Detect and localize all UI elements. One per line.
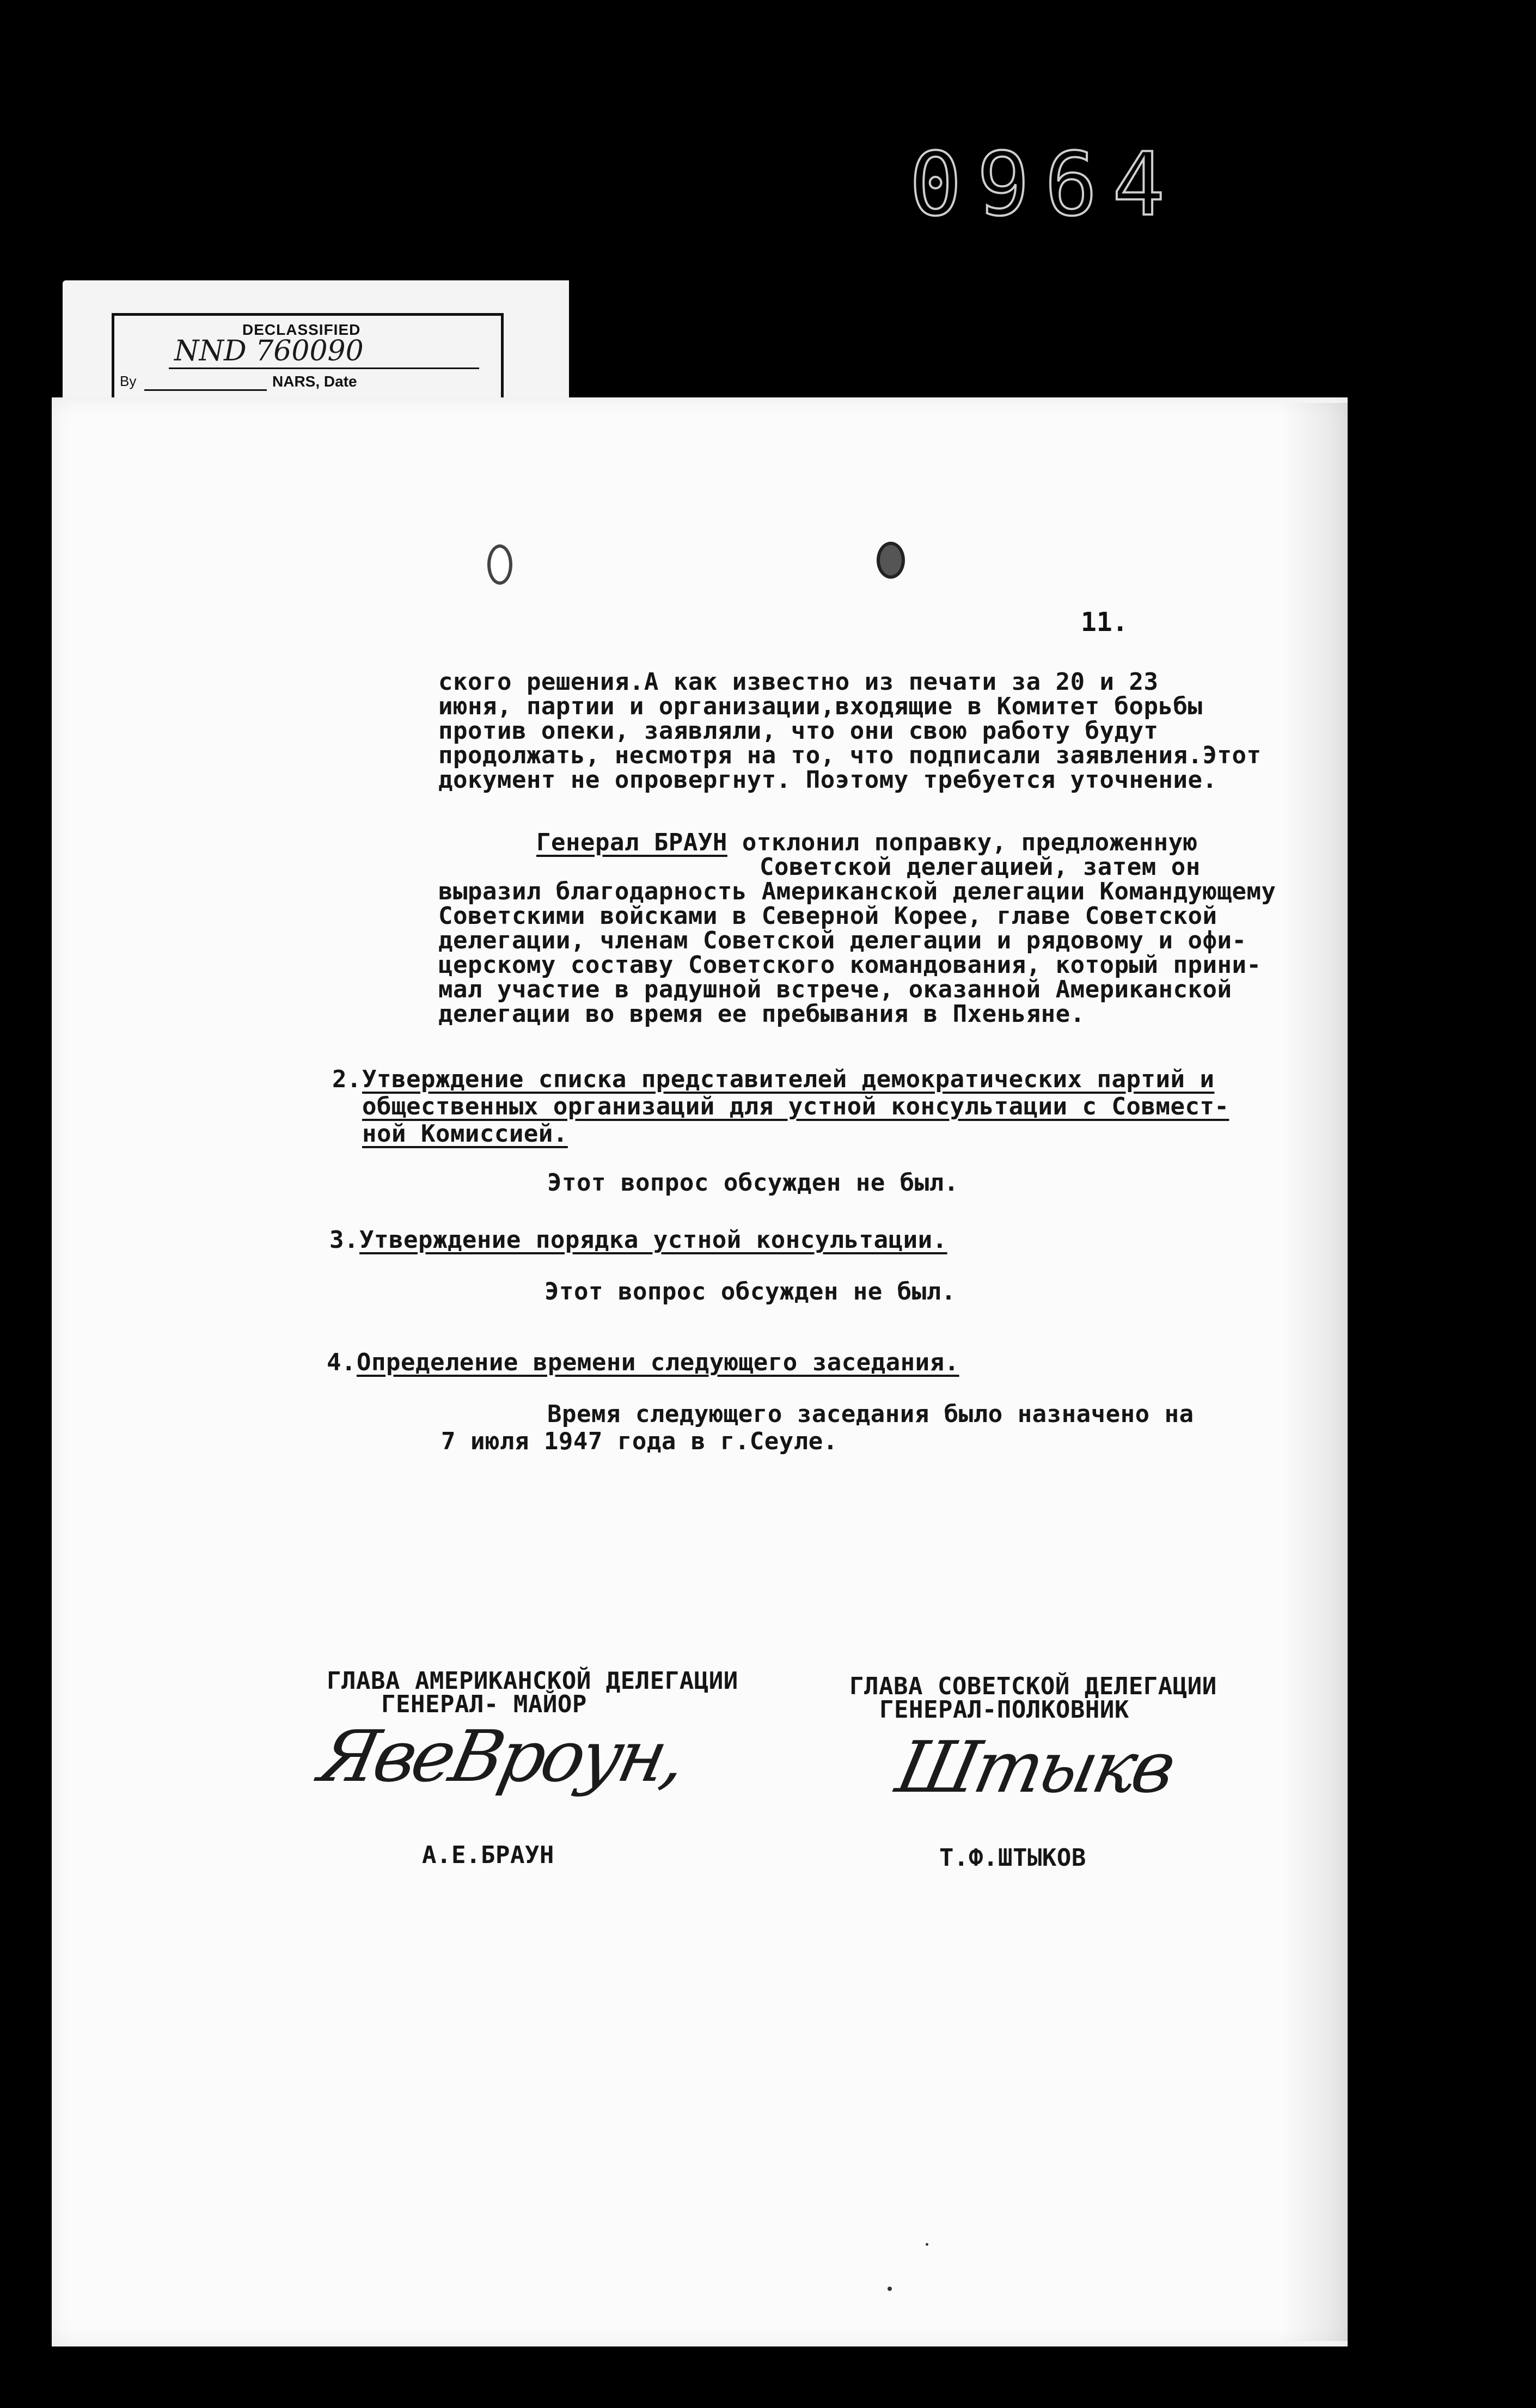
item-number: 3. xyxy=(329,1226,359,1254)
item-result: Этот вопрос обсужден не был. xyxy=(544,1278,956,1306)
signature-name: Т.Ф.ШТЫКОВ xyxy=(939,1844,1086,1872)
paragraph-2-first-line xyxy=(536,830,1198,855)
item-number: 4. xyxy=(327,1349,356,1376)
item-result-line: 7 июля 1947 года в г.Сеуле. xyxy=(441,1427,838,1455)
signature-rank: ГЕНЕРАЛ-ПОЛКОВНИК xyxy=(879,1696,1129,1724)
declassified-by-label: By xyxy=(120,373,137,389)
speck xyxy=(888,2287,892,2291)
item-result-line: Время следующего заседания было назначено на xyxy=(547,1400,1194,1428)
paragraph-1-line: июня, партии и организации,входящие в Комитет борьбы xyxy=(438,693,1203,720)
declassified-nars-label: NARS, Date xyxy=(272,373,357,390)
item-title-line: общественных организаций для устной консультации с Совмест- xyxy=(362,1093,1229,1120)
paragraph-2-line: делегации во время ее пребывания в Пхеньяне. xyxy=(438,1000,1085,1028)
item-result: Этот вопрос обсужден не был. xyxy=(547,1169,959,1197)
frame-number: 0964 xyxy=(909,133,1180,235)
paragraph-2-line: Советскими войсками в Северной Корее, главе Советской xyxy=(438,902,1217,930)
page-number: 11. xyxy=(1081,607,1128,638)
paragraph-2-line: делегации, членам Советской делегации и рядовому и офи- xyxy=(438,927,1247,954)
signature-name: А.Е.БРАУН xyxy=(422,1841,554,1869)
signature-title: ГЛАВА АМЕРИКАНСКОЙ ДЕЛЕГАЦИИ xyxy=(327,1667,738,1695)
paragraph-2-line: выразил благодарность Американской делегации Командующему xyxy=(438,878,1276,905)
paragraph-2-line: церскому составу Советского командования, который прини- xyxy=(438,951,1262,979)
item-title-line: Утверждение списка представителей демократических партий и xyxy=(362,1065,1215,1093)
item-title-line: ной Комиссией. xyxy=(362,1120,568,1148)
paragraph-1-line: ского решения.А как известно из печати за 20 и 23 xyxy=(438,668,1159,696)
item-title-line: Определение времени следующего заседания. xyxy=(357,1349,959,1376)
item-number: 2. xyxy=(332,1065,362,1093)
paragraph-2-line: мал участие в радушной встрече, оказанной Американской xyxy=(438,976,1232,1003)
handwritten-signature-right: Штыкв xyxy=(889,1726,1180,1809)
authority-line xyxy=(169,367,479,369)
paragraph-1-line: документ не опровергнут. Поэтому требуется уточнение. xyxy=(438,766,1217,794)
punch-hole-right xyxy=(877,542,905,579)
speaker-name: Генерал БРАУН xyxy=(536,829,727,856)
item-title-line: Утверждение порядка устной консультации. xyxy=(359,1226,947,1254)
signature-rank: ГЕНЕРАЛ- МАЙОР xyxy=(381,1690,587,1718)
punch-hole-left xyxy=(487,544,512,585)
by-line xyxy=(144,389,267,391)
paragraph-1-line: продолжать, несмотря на то, что подписали заявления.Этот xyxy=(438,742,1262,769)
declassification-stamp xyxy=(112,313,504,403)
page-edge-shadow xyxy=(1282,403,1353,2341)
paragraph-1-line: против опеки, заявляли, что они свою работу будут xyxy=(438,717,1159,745)
declassified-authority: NND 760090 xyxy=(174,335,364,367)
paragraph-2-line: Советской делегацией, затем он xyxy=(760,853,1201,881)
paragraph-2-first-line-rest: отклонил поправку, предложенную xyxy=(727,829,1198,856)
speck xyxy=(926,2243,928,2246)
declassified-title: DECLASSIFIED xyxy=(242,321,361,338)
handwritten-signature-left: ЯвеВроун, xyxy=(312,1715,691,1798)
signature-title: ГЛАВА СОВЕТСКОЙ ДЕЛЕГАЦИИ xyxy=(849,1672,1217,1700)
